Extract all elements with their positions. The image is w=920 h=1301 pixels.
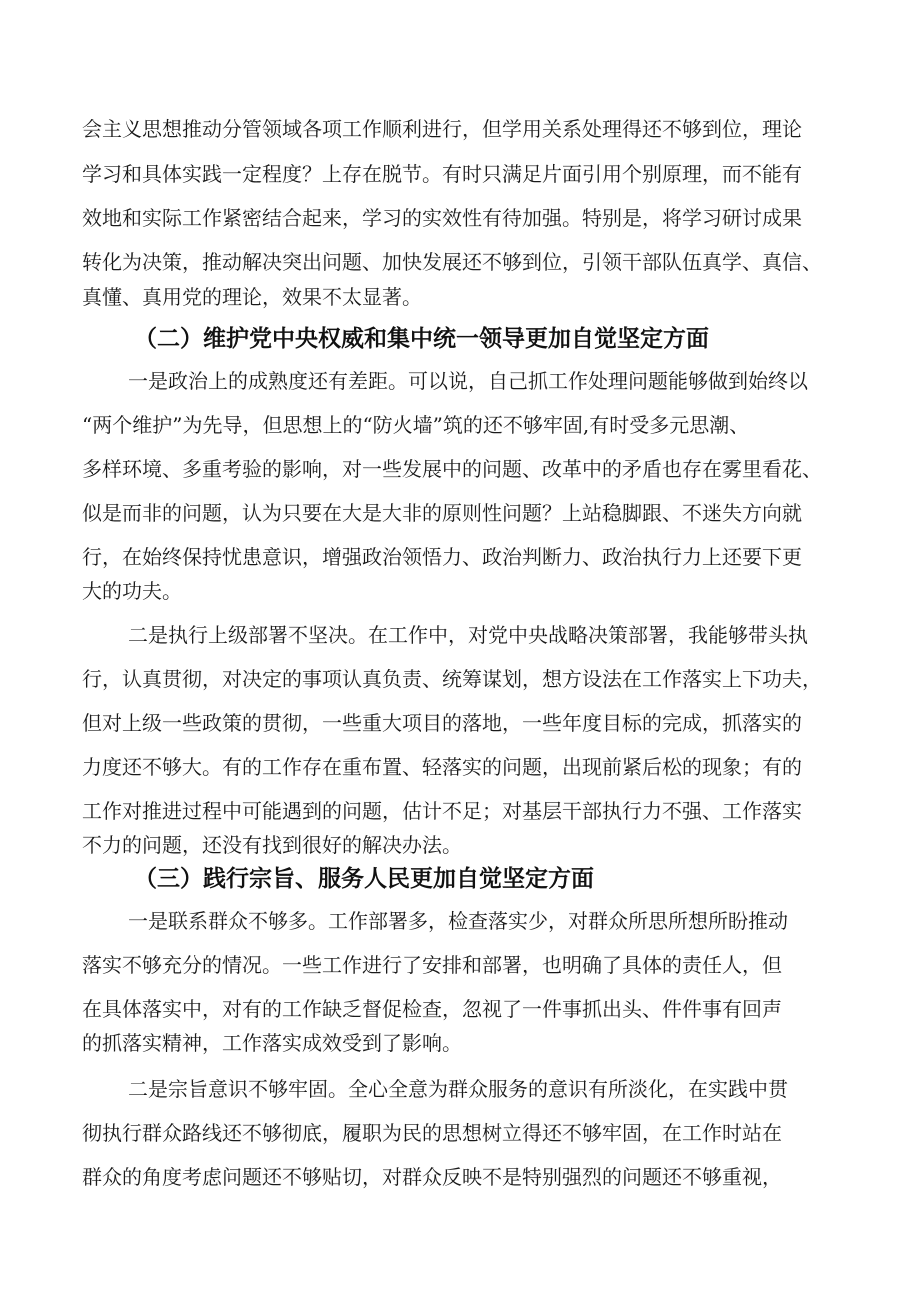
- paragraph-line: 但对上级一些政策的贯彻，一些重大项目的落地，一些年度目标的完成，抓落实的: [82, 711, 802, 735]
- paragraph-line: 工作对推进过程中可能遇到的问题，估计不足；对基层干部执行力不强、工作落实: [82, 799, 802, 823]
- paragraph-line: 行，在始终保持忧患意识，增强政治领悟力、政治判断力、政治执行力上还要下更: [82, 545, 802, 569]
- paragraph-line: 一是政治上的成熟度还有差距。可以说，自己抓工作处理问题能够做到始终以: [128, 369, 808, 393]
- section-heading: （二）维护党中央权威和集中统一领导更加自觉坚定方面: [134, 326, 709, 352]
- paragraph-line: 群众的角度考虑问题还不够贴切，对群众反映不是特别强烈的问题还不够重视，: [82, 1165, 782, 1189]
- paragraph-line: 效地和实际工作紧密结合起来，学习的实效性有待加强。特别是，将学习研讨成果: [82, 206, 802, 230]
- paragraph-line: 彻执行群众路线还不够彻底，履职为民的思想树立得还不够牢固，在工作时站在: [82, 1121, 782, 1145]
- paragraph-line: 力度还不够大。有的工作存在重布置、轻落实的问题，出现前紧后松的现象；有的: [82, 755, 802, 779]
- paragraph-line: “两个维护”为先导，但思想上的“防火墙”筑的还不够牢固,有时受多元思潮、: [82, 413, 750, 437]
- paragraph-line: 一是联系群众不够多。工作部署多，检查落实少，对群众所思所想所盼推动: [128, 909, 788, 933]
- paragraph-line: 大的功夫。: [82, 579, 182, 603]
- paragraph-line: 似是而非的问题，认为只要在大是大非的原则性问题？上站稳脚跟、不迷失方向就: [82, 501, 802, 525]
- paragraph-line: 不力的问题，还没有找到很好的解决办法。: [82, 833, 462, 857]
- paragraph-line: 二是宗旨意识不够牢固。全心全意为群众服务的意识有所淡化，在实践中贯: [128, 1077, 788, 1101]
- paragraph-line: 落实不够充分的情况。一些工作进行了安排和部署，也明确了具体的责任人，但: [82, 953, 782, 977]
- paragraph-line: 二是执行上级部署不坚决。在工作中，对党中央战略决策部署，我能够带头执: [128, 623, 808, 647]
- paragraph-line: 转化为决策，推动解决突出问题、加快发展还不够到位，引领干部队伍真学、真信、: [82, 250, 822, 274]
- paragraph-line: 的抓落实精神，工作落实成效受到了影响。: [82, 1031, 462, 1055]
- paragraph-line: 会主义思想推动分管领域各项工作顺利进行，但学用关系处理得还不够到位，理论: [82, 117, 802, 141]
- section-heading: （三）践行宗旨、服务人民更加自觉坚定方面: [134, 866, 594, 892]
- paragraph-line: 真懂、真用党的理论，效果不太显著。: [82, 285, 422, 309]
- paragraph-line: 多样环境、多重考验的影响，对一些发展中的问题、改革中的矛盾也存在雾里看花、: [82, 457, 822, 481]
- paragraph-line: 学习和具体实践一定程度？上存在脱节。有时只满足片面引用个别原理，而不能有: [82, 162, 802, 186]
- paragraph-line: 在具体落实中，对有的工作缺乏督促检查，忽视了一件事抓出头、件件事有回声: [82, 997, 782, 1021]
- paragraph-line: 行，认真贯彻，对决定的事项认真负责、统筹谋划，想方设法在工作落实上下功夫，: [82, 667, 822, 691]
